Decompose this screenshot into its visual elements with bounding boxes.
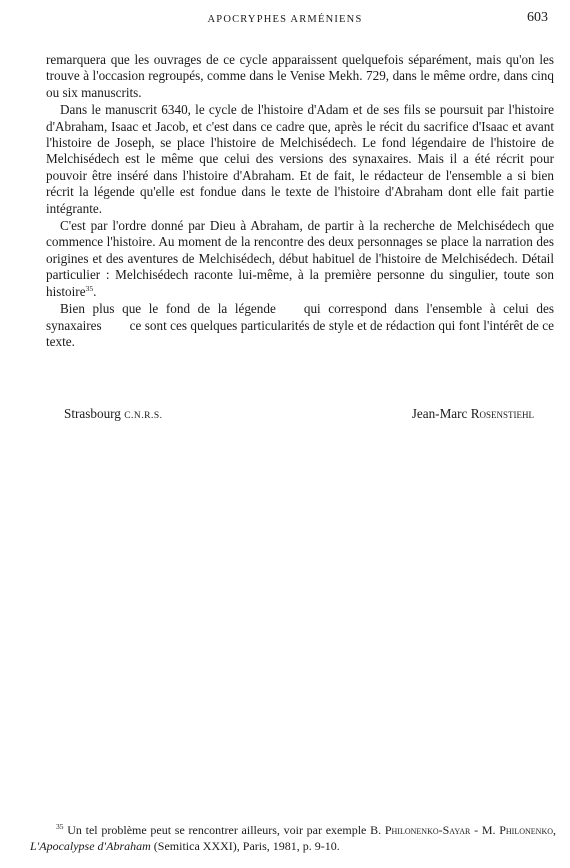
footnote-text-a: Un tel problème peut se rencontrer ailleurs, voir par exemple B. <box>67 823 382 837</box>
footnote-ref: 35 <box>85 283 94 293</box>
running-title: APOCRYPHES ARMÉNIENS <box>207 14 363 25</box>
author-last-name: Rosenstiehl <box>470 406 534 421</box>
paragraph-conclusion <box>46 301 554 350</box>
footnote <box>30 822 556 854</box>
footnote-separator: - M. <box>470 823 500 837</box>
footnote-text-b: (Semitica XXXI), Paris, 1981, p. 9-10. <box>153 839 340 853</box>
paragraph-continuation: remarquera que les ouvrages de ce cycle apparaissent quelquefois séparément, mais qu'on les trouve à l'occasion regroupés, comme dans le Venise Mekh. 729, dans le même ordre, dans cinq ou six manuscrits. <box>46 52 554 100</box>
conclusion-part-2: qui correspond dans l'ensemble à celui des synaxaires <box>46 301 554 333</box>
footnote-number: 35 <box>56 822 64 831</box>
author-name <box>412 406 534 422</box>
signature-place <box>64 406 163 422</box>
footnote-text: $^{35}$ Un tel problème peut se rencontrer ailleurs, voir par exemple B. Philonenko-Sayar - M. Philonenko, L'Apocalypse d'Abraham (Semitica XXXI), Paris, 1981, p. 9-10. <box>30 822 557 853</box>
signature-block <box>64 406 534 426</box>
page-number: 603 <box>527 10 548 25</box>
conclusion-part-1: Bien plus que le fond de la légende <box>60 301 276 317</box>
institution-name: C.N.R.S. <box>124 411 163 421</box>
footnote-book-title: L'Apocalypse d'Abraham <box>30 839 151 853</box>
place-name: Strasbourg <box>64 406 121 421</box>
paragraph-order: C'est par l'ordre donné par Dieu à Abraham, de partir à la recherche de Melchisédech que commence l'histoire. Au moment de la rencontre des deux personnages se place la narration des origines et des aventures de Melchisédech, début habituel de l'histoire de Melchisédech. Détail particulier : Melchisédech raconte lui-même, à la première personne du singulier, toute son histoire$^{35}$. <box>46 218 554 299</box>
running-header <box>0 10 570 32</box>
conclusion-part-3: ce sont ces quelques particularités de style et de rédaction qui font l'intérêt de ce texte. <box>46 317 554 349</box>
footnote-author-b: Philonenko <box>499 823 554 837</box>
paragraph-order-text: C'est par l'ordre donné par Dieu à Abraham, de partir à la recherche de Melchisédech que commence l'histoire. Au moment de la rencontre des deux personnages se place la narration des origines et des aventures de Melchisédech, début habituel de l'histoire de Melchisédech. Détail particulier : Melchisédech raconte lui-même, à la première personne du singulier, toute son histoire <box>46 218 554 299</box>
paragraph-manuscript: Dans le manuscrit 6340, le cycle de l'histoire d'Adam et de ses fils se poursuit par l'histoire d'Abraham, Isaac et Jacob, et c'est dans ce cadre que, après le récit du sacrifice d'Isaac et avant l'histoire de Joseph, se place l'histoire de Melchisédech. Le fond légendaire de l'histoire de Melchisédech est le même que celui des versions des synaxaires. Mais il a été récrit pour pouvoir être inséré dans l'histoire d'Abraham. Et de fait, le rédacteur de l'ensemble a si bien récrit la légende qu'elle est fondue dans le texte de l'histoire d'Abraham dont elle fait partie intégrante. <box>46 102 554 216</box>
author-first-name: Jean-Marc <box>411 406 468 421</box>
footnote-author-a: Philonenko-Sayar <box>384 823 471 837</box>
body-text <box>46 52 554 351</box>
